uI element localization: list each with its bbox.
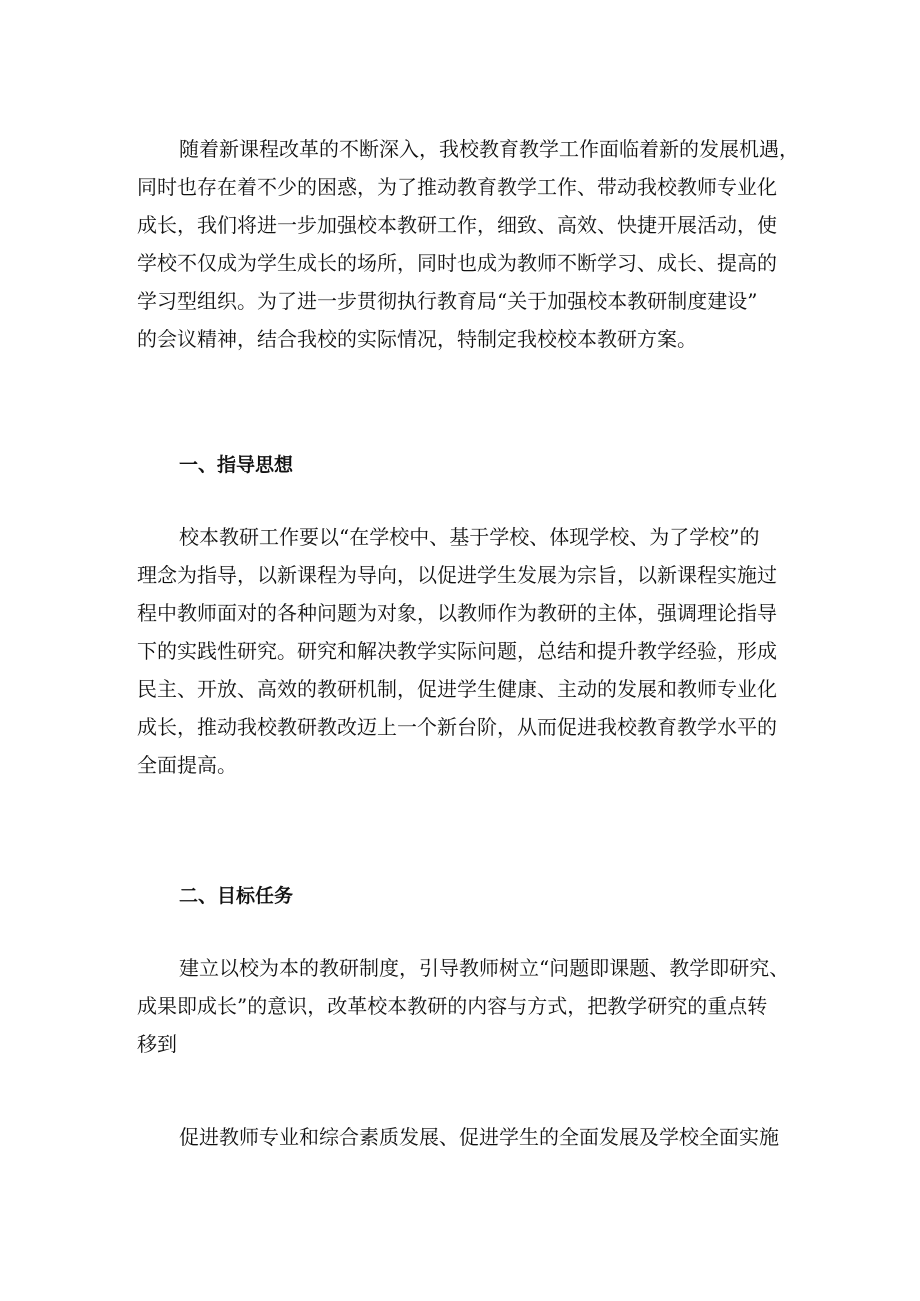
- paragraph-line: 学校不仅成为学生成长的场所，同时也成为教师不断学习、成长、提高的: [137, 251, 777, 275]
- paragraph-line: 促进教师专业和综合素质发展、促进学生的全面发展及学校全面实施: [179, 1125, 779, 1149]
- paragraph-line: 成果即成长”的意识，改革校本教研的内容与方式，把教学研究的重点转: [137, 994, 768, 1018]
- paragraph-line: 校本教研工作要以“在学校中、基于学校、体现学校、为了学校”的: [179, 525, 760, 549]
- paragraph-line: 全面提高。: [137, 753, 237, 777]
- section-heading-guiding-ideology: [137, 446, 787, 484]
- paragraph-line: 成长，推动我校教研教改迈上一个新台阶，从而促进我校教育教学水平的: [137, 715, 777, 739]
- section-heading: 二、目标任务: [179, 885, 294, 907]
- paragraph-line: 理念为指导，以新课程为导向，以促进学生发展为宗旨，以新课程实施过: [137, 563, 777, 587]
- paragraph-line: 学习型组织。为了进一步贯彻执行教育局“关于加强校本教研制度建设”: [137, 289, 758, 313]
- paragraph-goals-tasks: [137, 949, 790, 1063]
- paragraph-line: 的会议精神，结合我校的实际情况，特制定我校校本教研方案。: [137, 327, 697, 351]
- paragraph-line: 程中教师面对的各种问题为对象，以教师作为教研的主体，强调理论指导: [137, 601, 777, 625]
- paragraph-intro: [137, 130, 799, 358]
- paragraph-line: 建立以校为本的教研制度，引导教师树立“问题即课题、教学即研究、: [179, 956, 790, 980]
- paragraph-continuation: [137, 1118, 787, 1156]
- paragraph-guiding-ideology: [137, 518, 787, 784]
- paragraph-line: 移到: [137, 1032, 177, 1056]
- paragraph-line: 下的实践性研究。研究和解决教学实际问题，总结和提升教学经验，形成: [137, 639, 777, 663]
- paragraph-line: 同时也存在着不少的困惑，为了推动教育教学工作、带动我校教师专业化: [137, 175, 777, 199]
- paragraph-line: 民主、开放、高效的教研机制，促进学生健康、主动的发展和教师专业化: [137, 677, 777, 701]
- paragraph-line: 成长，我们将进一步加强校本教研工作，细致、高效、快捷开展活动，使: [137, 213, 777, 237]
- section-heading-goals-tasks: [137, 877, 787, 915]
- paragraph-line: 随着新课程改革的不断深入，我校教育教学工作面临着新的发展机遇，: [179, 137, 799, 161]
- section-heading: 一、指导思想: [179, 454, 294, 476]
